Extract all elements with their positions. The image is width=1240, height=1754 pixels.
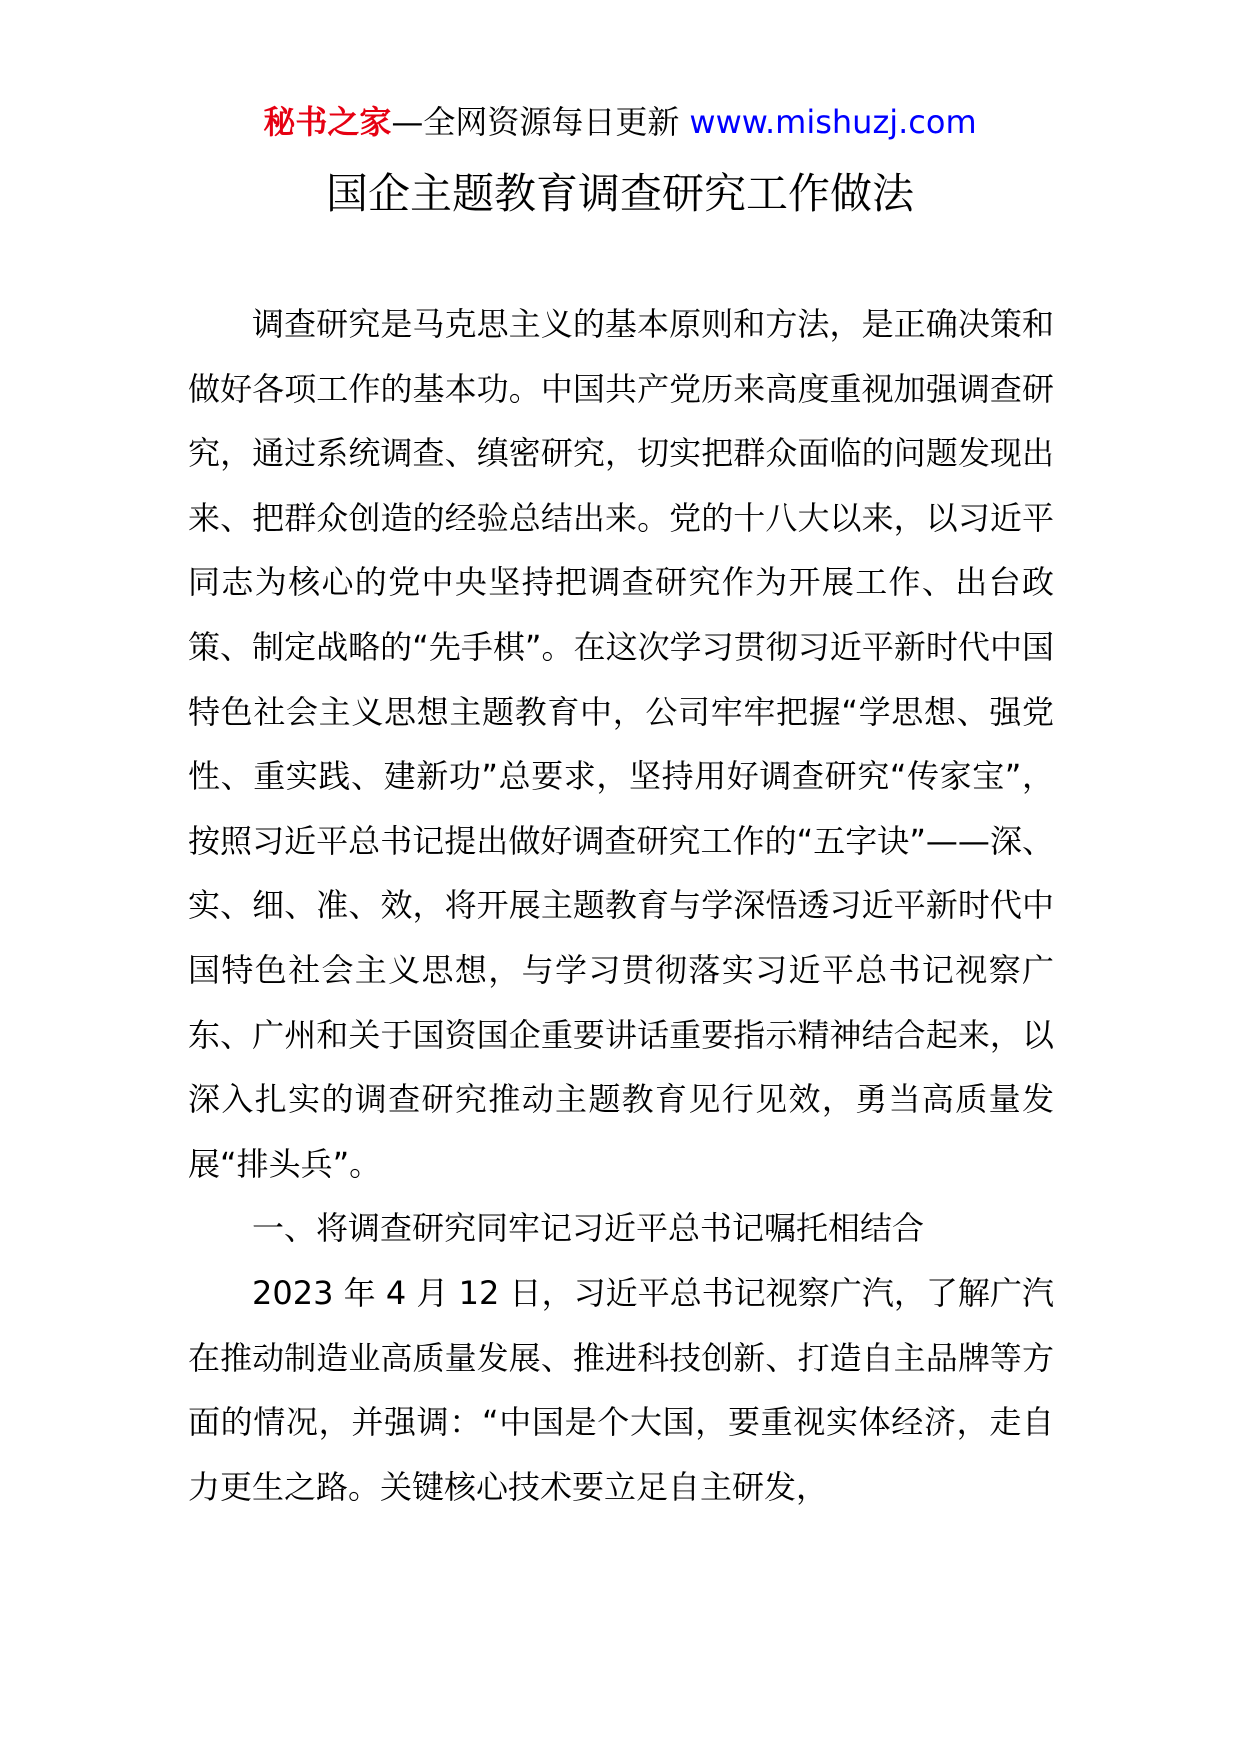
intro-paragraph: 调查研究是马克思主义的基本原则和方法，是正确决策和做好各项工作的基本功。中国共产党历来高度重视加强调查研究，通过系统调查、缜密研究，切实把群众面临的问题发现出来、把群众创造的经验总结出来。党的十八大以来，以习近平同志为核心的党中央坚持把调查研究作为开展工作、出台政策、制定战略的“先手棋”。在这次学习贯彻习近平新时代中国特色社会主义思想主题教育中，公司牢牢把握“学思想、强党性、重实践、建新功”总要求，坚持用好调查研究“传家宝”，按照习近平总书记提出做好调查研究工作的“五字诀”——深、实、细、准、效，将开展主题教育与学深悟透习近平新时代中国特色社会主义思想，与学习贯彻落实习近平总书记视察广东、广州和关于国资国企重要讲话重要指示精神结合起来，以深入扎实的调查研究推动主题教育见行见效，勇当高质量发展“排头兵”。 [188, 305, 1054, 1183]
document-title: 国企主题教育调查研究工作做法 [325, 169, 914, 218]
document-body [188, 292, 1054, 1519]
site-header [0, 100, 1240, 144]
header-tagline: —全网资源每日更新 [391, 103, 680, 141]
website-link[interactable]: www.mishuzj.com [689, 103, 977, 141]
section-heading: 一、将调查研究同牢记习近平总书记嘱托相结合 [252, 1209, 925, 1248]
brand-name: 秘书之家 [263, 103, 392, 141]
section-paragraph: 2023 年 4 月 12 日，习近平总书记视察广汽，了解广汽在推动制造业高质量发展、推进科技创新、打造自主品牌等方面的情况，并强调：“中国是个大国，要重视实体经济，走自力更生之路。关键核心技术要立足自主研发， [188, 1273, 1054, 1506]
